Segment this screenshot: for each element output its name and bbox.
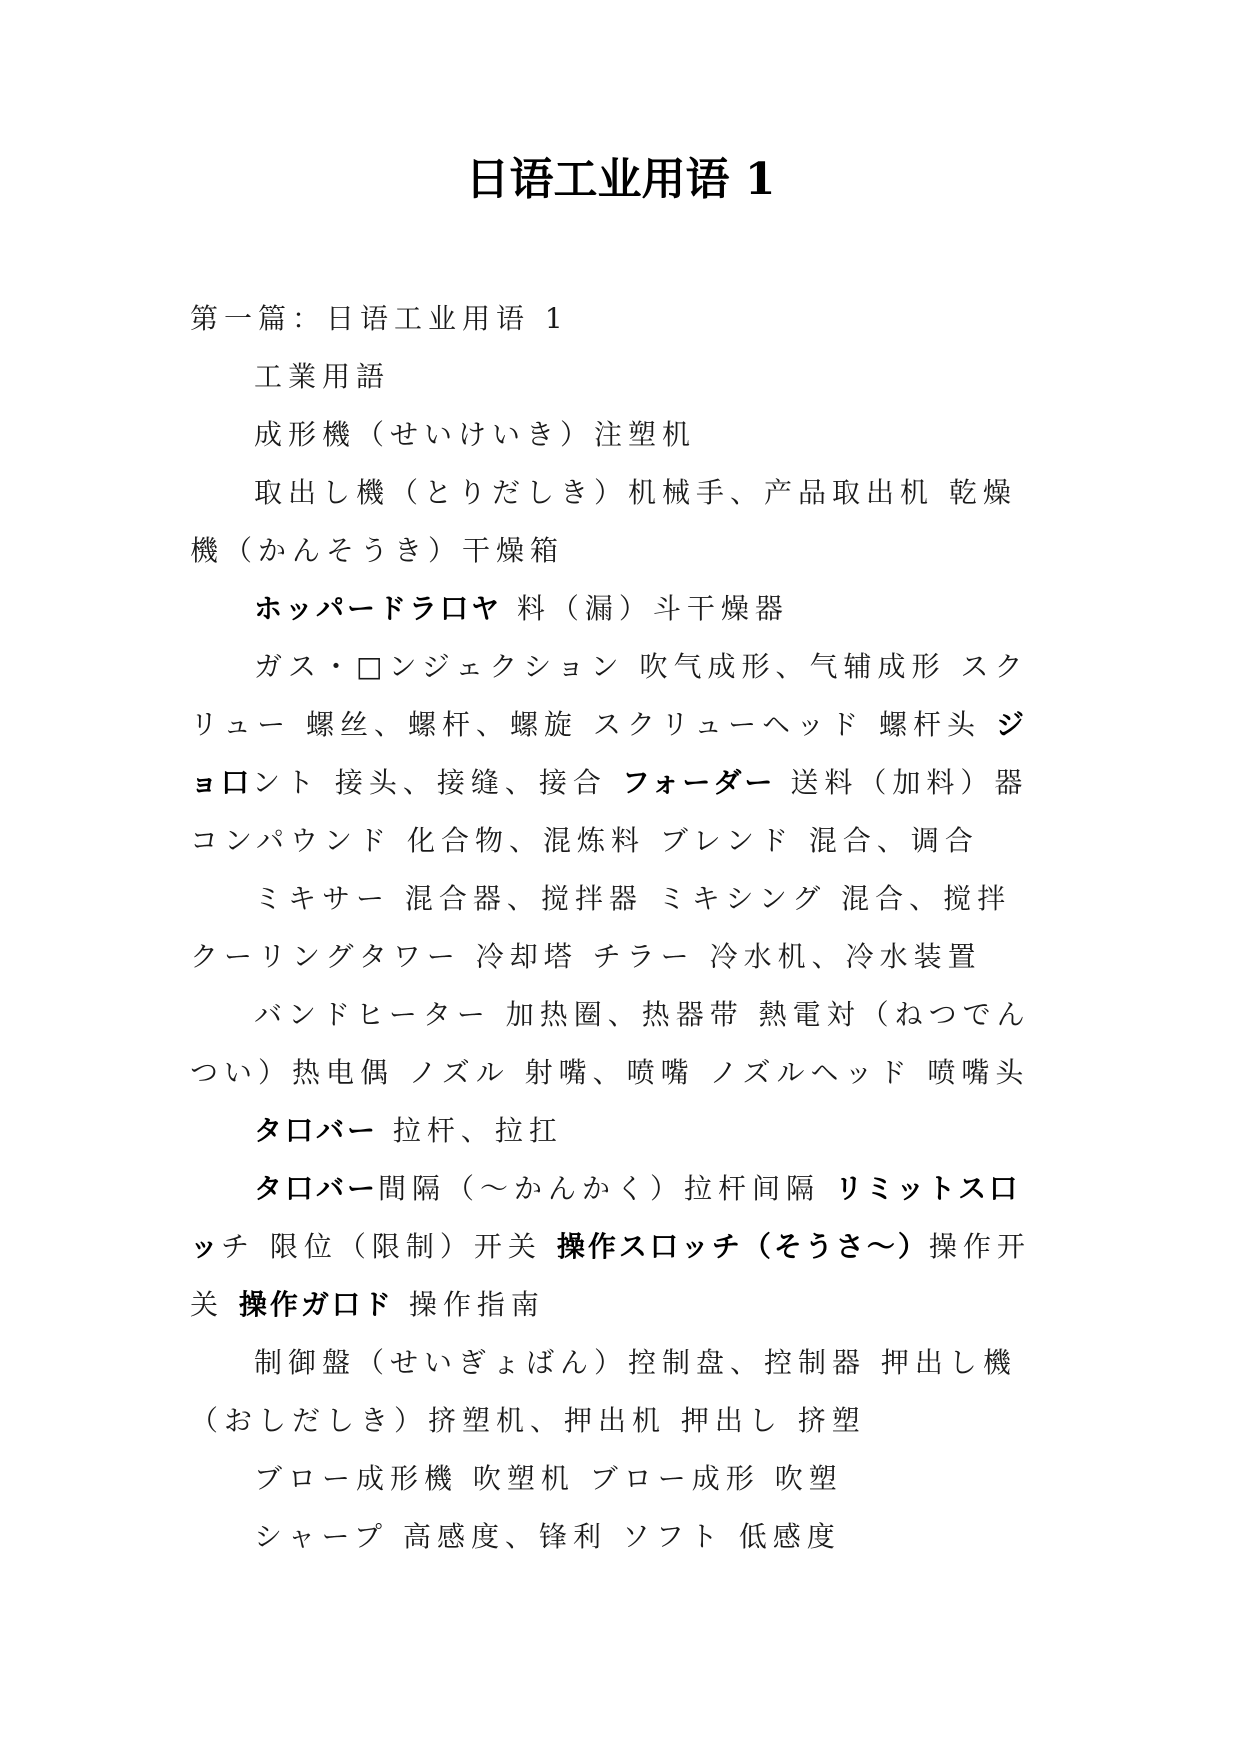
bold-term: ホッパードラ口ヤ bbox=[254, 592, 503, 625]
paragraph-text: バンドヒーター 加热圈、热器带 熱電対（ねつでんつい）热电偶 ノズル 射嘴、喷嘴 ノズルヘッド 喷嘴头 bbox=[190, 998, 1031, 1089]
paragraph-term bbox=[190, 1102, 1048, 1160]
paragraph-text: ント 接头、接缝、接合 bbox=[252, 766, 622, 799]
paragraph-text: 成形機（せいけいき）注塑机 bbox=[254, 418, 697, 451]
paragraph-text: ブロー成形機 吹塑机 ブロー成形 吹塑 bbox=[254, 1462, 843, 1495]
paragraph-heading bbox=[190, 290, 1048, 348]
paragraph-term bbox=[190, 580, 1048, 638]
bold-term: ジョ口 bbox=[190, 708, 1027, 799]
paragraph-text: 第一篇：日语工业用语 1 bbox=[190, 302, 569, 335]
bold-term: タ口バー bbox=[254, 1114, 379, 1147]
bold-term: フォーダー bbox=[621, 766, 776, 799]
paragraph-term bbox=[190, 406, 1048, 464]
paragraph-text: 送料（加料）器 コンパウンド 化合物、混炼料 ブレンド 混合、调合 bbox=[190, 766, 1029, 857]
document-title: 日语工业用语 1 bbox=[465, 154, 776, 205]
paragraph-text: 料（漏）斗干燥器 bbox=[502, 592, 789, 625]
paragraph-text: 操作开关 bbox=[190, 1230, 1031, 1321]
paragraph-text: 操作指南 bbox=[393, 1288, 545, 1321]
paragraph-text: 取出し機（とりだしき）机械手、产品取出机 乾燥機（かんそうき）干燥箱 bbox=[190, 476, 1017, 567]
bold-term: タ口バー bbox=[254, 1172, 379, 1205]
paragraph-text: 制御盤（せいぎょばん）控制盘、控制器 押出し機（おしだしき）挤塑机、押出机 押出し 挤塑 bbox=[190, 1346, 1017, 1437]
paragraph-term bbox=[190, 638, 1048, 870]
paragraph-term bbox=[190, 870, 1048, 986]
document-body bbox=[190, 290, 1048, 1566]
paragraph-text: ミキサー 混合器、搅拌器 ミキシング 混合、搅拌 クーリングタワー 冷却塔 チラー 冷水机、冷水装置 bbox=[190, 882, 1012, 973]
paragraph-text: 工業用語 bbox=[254, 360, 391, 393]
bold-term: リミットス口ッ bbox=[190, 1172, 1021, 1263]
paragraph-text: 拉杆、拉扛 bbox=[378, 1114, 563, 1147]
paragraph-term bbox=[190, 464, 1048, 580]
bold-term: 操作ス口ッチ（そうさ～） bbox=[556, 1230, 929, 1263]
paragraph-text: ガス・□ンジェクション 吹气成形、气辅成形 スクリュー 螺丝、螺杆、螺旋 スクリューヘッド 螺杆头 bbox=[190, 650, 1029, 741]
paragraph-term bbox=[190, 1508, 1048, 1566]
bold-term: 操作ガ口ド bbox=[238, 1288, 394, 1321]
paragraph-section-label bbox=[190, 348, 1048, 406]
paragraph-term bbox=[190, 1450, 1048, 1508]
paragraph-term bbox=[190, 1160, 1048, 1334]
paragraph-text: 間隔（～かんかく）拉杆间隔 bbox=[378, 1172, 835, 1205]
paragraph-text: シャープ 高感度、锋利 ソフト 低感度 bbox=[254, 1520, 841, 1553]
paragraph-term bbox=[190, 986, 1048, 1102]
paragraph-text: チ 限位（限制）开关 bbox=[221, 1230, 557, 1263]
paragraph-term bbox=[190, 1334, 1048, 1450]
